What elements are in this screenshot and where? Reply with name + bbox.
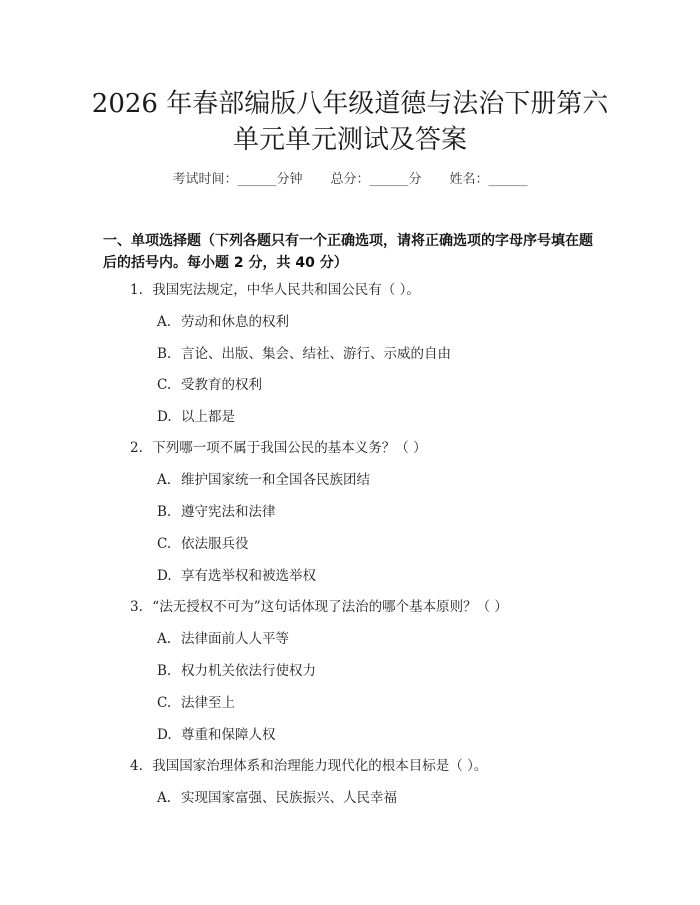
option-2c <box>157 534 249 554</box>
option-text: 享有选举权和被选举权 <box>181 568 316 584</box>
option-text: 以上都是 <box>181 409 235 425</box>
option-letter: D. <box>157 409 172 425</box>
question-number: 1. <box>130 282 143 298</box>
question-text: 我国国家治理体系和治理能力现代化的根本目标是（ ）。 <box>152 758 488 774</box>
option-text: 实现国家富强、民族振兴、人民幸福 <box>181 790 397 806</box>
document-title-line-2: 单元单元测试及答案 <box>232 125 467 155</box>
option-letter: A. <box>157 472 172 488</box>
option-text: 法律至上 <box>181 695 235 711</box>
option-1c <box>157 375 262 395</box>
option-text: 维护国家统一和全国各民族团结 <box>181 472 370 488</box>
question-number: 2. <box>130 440 143 456</box>
option-text: 劳动和休息的权利 <box>181 314 289 330</box>
question-text: 我国宪法规定，中华人民共和国公民有（ ）。 <box>152 282 420 298</box>
option-3d <box>157 725 276 745</box>
option-letter: B. <box>157 346 172 362</box>
option-text: 尊重和保障人权 <box>181 727 276 743</box>
option-text: 受教育的权利 <box>181 377 262 393</box>
option-letter: D. <box>157 727 172 743</box>
option-letter: A. <box>157 631 172 647</box>
exam-info-row <box>0 168 700 187</box>
option-letter: B. <box>157 504 172 520</box>
option-text: 权力机关依法行使权力 <box>181 663 316 679</box>
option-3a <box>157 629 289 649</box>
option-text: 依法服兵役 <box>181 536 249 552</box>
exam-name-field: 姓名：______ <box>449 172 528 187</box>
option-2b <box>157 502 276 522</box>
option-1b <box>157 344 451 364</box>
section-heading-line-2: 后的括号内。每小题 2 分，共 40 分） <box>103 255 348 271</box>
option-3b <box>157 661 316 681</box>
option-letter: C. <box>157 695 172 711</box>
question-2 <box>130 438 427 458</box>
option-letter: A. <box>157 790 172 806</box>
exam-time-field: 考试时间：______分钟 <box>172 172 303 187</box>
question-number: 4. <box>130 758 143 774</box>
document-title-line-1: 2026 年春部编版八年级道德与法治下册第六 <box>91 89 609 119</box>
question-1 <box>130 280 420 300</box>
question-4 <box>130 756 487 776</box>
option-text: 言论、出版、集会、结社、游行、示威的自由 <box>181 346 451 362</box>
question-text: “法无授权不可为”这句话体现了法治的哪个基本原则？（ ） <box>152 599 508 615</box>
option-letter: A. <box>157 314 172 330</box>
option-3c <box>157 693 235 713</box>
option-1d <box>157 407 235 427</box>
option-text: 遵守宪法和法律 <box>181 504 276 520</box>
option-letter: D. <box>157 568 172 584</box>
question-number: 3. <box>130 599 143 615</box>
option-letter: C. <box>157 377 172 393</box>
option-letter: B. <box>157 663 172 679</box>
question-3 <box>130 597 508 617</box>
option-2d <box>157 566 316 586</box>
option-letter: C. <box>157 536 172 552</box>
option-4a <box>157 788 397 808</box>
section-heading-line-1: 一、单项选择题（下列各题只有一个正确选项，请将正确选项的字母序号填在题 <box>103 233 593 249</box>
question-text: 下列哪一项不属于我国公民的基本义务？（ ） <box>152 440 427 456</box>
option-1a <box>157 312 289 332</box>
exam-score-field: 总分：______分 <box>330 172 422 187</box>
option-2a <box>157 470 370 490</box>
option-text: 法律面前人人平等 <box>181 631 289 647</box>
